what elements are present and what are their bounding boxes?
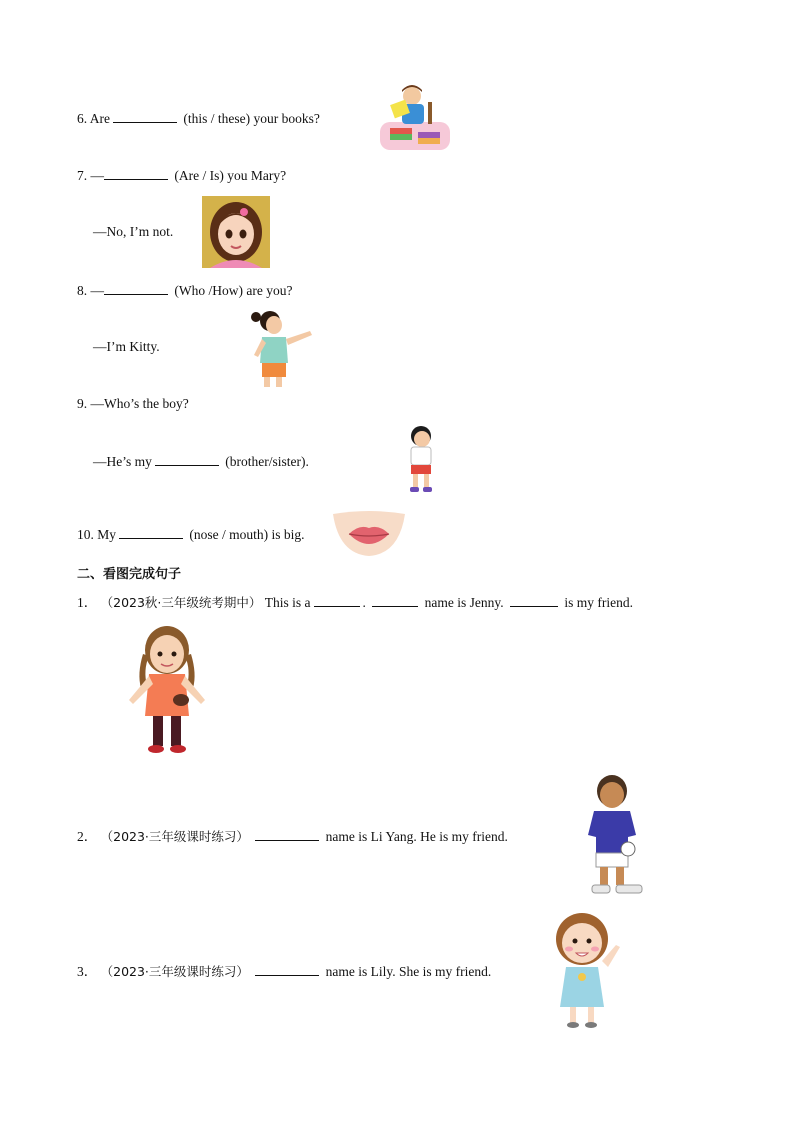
section-title: 二、看图完成句子 (77, 567, 182, 582)
answer-blank[interactable] (510, 593, 558, 607)
item-source: （2023·三年级课时练习） (100, 829, 249, 844)
answer-blank[interactable] (155, 452, 219, 466)
question-6: 6. Are (this / these) your books? (77, 111, 320, 126)
item-number: 1． (77, 595, 98, 610)
item-number: 3． (77, 964, 98, 979)
answer-blank[interactable] (255, 827, 319, 841)
question-number: 6. (77, 111, 88, 126)
question-8-reply: —I’m Kitty. (93, 339, 160, 354)
answer-blank[interactable] (372, 593, 418, 607)
answer-blank[interactable] (104, 166, 168, 180)
question-number: 10. (77, 527, 94, 542)
answer-blank[interactable] (113, 109, 177, 123)
section2-item-2: 2． （2023·三年级课时练习） name is Li Yang. He is my friend. (77, 829, 508, 844)
question-9: 9. —Who’s the boy? (77, 396, 189, 411)
question-8: 8. — (Who /How) are you? (77, 283, 293, 298)
hint-options: (Who /How) (174, 283, 243, 298)
lily-girl-image (550, 911, 624, 1029)
hint-options: (this / these) (183, 111, 251, 126)
item-source: （2023秋·三年级统考期中） (100, 595, 262, 610)
question-number: 7. (77, 168, 88, 183)
question-9-reply: —He’s my (brother/sister). (93, 454, 309, 469)
item-number: 2． (77, 829, 98, 844)
kitty-girl-image (248, 307, 330, 387)
question-number: 9. (77, 396, 88, 411)
question-number: 8. (77, 283, 88, 298)
hint-options: (brother/sister). (225, 454, 309, 469)
jenny-girl-image (123, 624, 211, 754)
boy-standing-image (402, 425, 440, 493)
answer-blank[interactable] (314, 593, 360, 607)
hint-options: (Are / Is) (174, 168, 224, 183)
question-7: 7. — (Are / Is) you Mary? (77, 168, 287, 183)
answer-blank[interactable] (255, 962, 319, 976)
boy-reading-books-image (380, 82, 450, 152)
question-7-reply: —No, I’m not. (93, 224, 174, 239)
mouth-image (333, 510, 405, 556)
mary-girl-image (202, 196, 270, 268)
hint-options: (nose / mouth) (189, 527, 269, 542)
question-10: 10. My (nose / mouth) is big. (77, 527, 305, 542)
section2-item-1: 1． （2023秋·三年级统考期中） This is a . name is Jenny. is my friend. (77, 595, 634, 610)
section2-item-3: 3． （2023·三年级课时练习） name is Lily. She is my friend. (77, 964, 492, 979)
item-source: （2023·三年级课时练习） (100, 964, 249, 979)
answer-blank[interactable] (119, 525, 183, 539)
answer-blank[interactable] (104, 281, 168, 295)
li-yang-boy-image (578, 773, 646, 897)
